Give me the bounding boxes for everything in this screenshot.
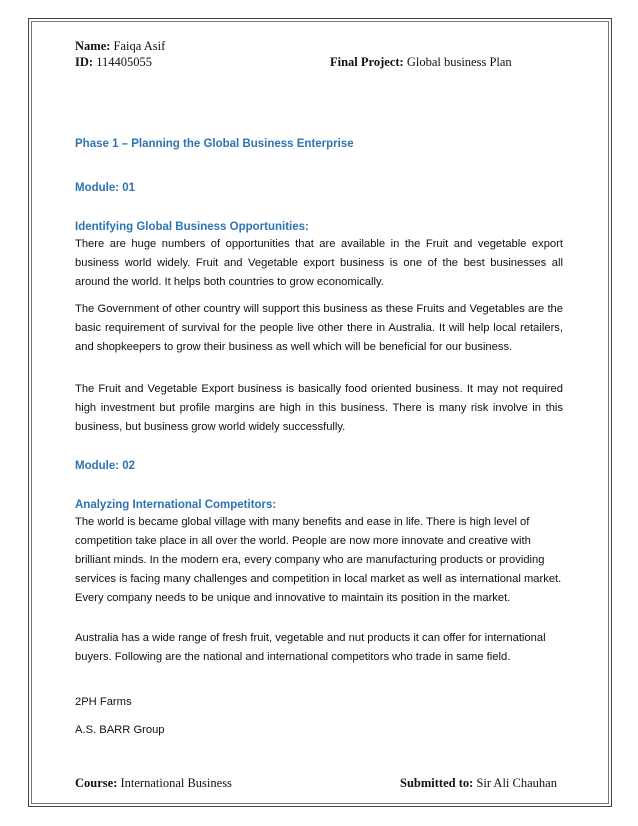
submitted-info [400, 775, 557, 791]
module-2-paragraph-2: Australia has a wide range of fresh fruit, vegetable and nut products it can offer for international buyers. Following are the national and international competitors who trade in same field. [75, 632, 546, 663]
phase-title: Phase 1 – Planning the Global Business Enterprise [75, 138, 354, 150]
module-1-paragraph-2: The Government of other country will support this business as these Fruits and Vegetables are the basic requirement of survival for the people live other there in Australia. It will help local retailers, and shopkeepers to grow their business as well which will be beneficial for our business. [75, 303, 563, 353]
id-row [75, 54, 565, 70]
module-1-heading: Identifying Global Business Opportunities: [75, 221, 309, 233]
submitted-label: Submitted to: [400, 776, 474, 790]
name-value: Faiqa Asif [113, 39, 166, 53]
course-label: Course: [75, 776, 118, 790]
module-2-paragraph-1: The world is became global village with many benefits and ease in life. There is high level of competition take place in all over the world. People are now more innovate and creative with brilliant minds. In the modern era, every company who are manufacturing products or providing services is facing many challenges and competition in local market as well as international market. Every company needs to be unique and innovative to maintain its position in the market. [75, 516, 562, 604]
module-2-heading: Analyzing International Competitors: [75, 499, 277, 511]
competitor-item: A.S. BARR Group [75, 724, 165, 736]
project-value: Global business Plan [406, 55, 512, 69]
course-value: International Business [120, 776, 232, 790]
page-header [75, 38, 565, 70]
project-label: Final Project: [330, 55, 404, 69]
id-value: 114405055 [96, 55, 152, 69]
module-2-label: Module: 02 [75, 460, 136, 472]
module-1-paragraph-3: The Fruit and Vegetable Export business is basically food oriented business. It may not required high investment but profile margins are high in this business. There is many risk involve in this business, but business grow world widely successfully. [75, 383, 563, 433]
module-1-label: Module: 01 [75, 182, 136, 194]
id-label: ID: [75, 55, 94, 69]
module-1-paragraph-1: There are huge numbers of opportunities that are available in the Fruit and vegetable export business world widely. Fruit and Vegetable export business is one of the best businesses all around the world. It helps both countries to grow economically. [75, 238, 563, 288]
submitted-value: Sir Ali Chauhan [476, 776, 557, 790]
name-row [75, 38, 565, 54]
name-label: Name: [75, 39, 111, 53]
page-footer [75, 775, 565, 791]
competitor-item: 2PH Farms [75, 696, 132, 708]
project-info [330, 54, 512, 70]
